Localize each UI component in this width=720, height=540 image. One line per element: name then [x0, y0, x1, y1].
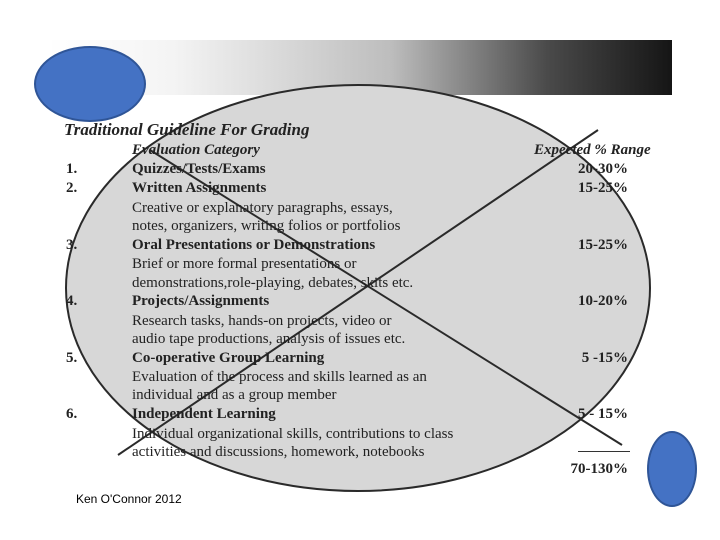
row-description: demonstrations,role-playing, debates, skits etc.: [132, 275, 414, 291]
row-number: 4.: [66, 293, 78, 309]
column-header-category: Evaluation Category: [132, 142, 260, 158]
row-category: Projects/Assignments: [132, 293, 270, 309]
row-category: Independent Learning: [132, 406, 276, 422]
row-range: 15-25%: [578, 180, 628, 196]
row-number: 5.: [66, 350, 78, 366]
row-category: Quizzes/Tests/Exams: [132, 161, 266, 177]
row-range: 15-25%: [578, 237, 628, 253]
row-description: Evaluation of the process and skills learned as an: [132, 369, 427, 385]
row-range: 20-30%: [578, 161, 628, 177]
row-number: 6.: [66, 406, 78, 422]
row-description: Individual organizational skills, contributions to class: [132, 426, 454, 442]
row-description: notes, organizers, writing folios or portfolios: [132, 218, 401, 234]
row-number: 3.: [66, 237, 78, 253]
row-range: 5 - 15%: [578, 406, 628, 422]
row-description: individual and as a group member: [132, 387, 337, 403]
row-description: audio tape productions, analysis of issues etc.: [132, 331, 406, 347]
total-divider: [578, 451, 630, 452]
row-number: 2.: [66, 180, 78, 196]
slide-title: Traditional Guideline For Grading: [64, 120, 310, 139]
row-description: Brief or more formal presentations or: [132, 256, 357, 272]
blue-circle-top-left: [34, 46, 146, 122]
row-category: Written Assignments: [132, 180, 267, 196]
column-header-range: Expected % Range: [534, 142, 651, 158]
row-category: Oral Presentations or Demonstrations: [132, 237, 376, 253]
row-category: Co-operative Group Learning: [132, 350, 325, 366]
row-range: 5 -15%: [581, 350, 628, 366]
total-range: 70-130%: [570, 461, 628, 477]
row-range: 10-20%: [578, 293, 628, 309]
row-description: Creative or explanatory paragraphs, essays,: [132, 200, 393, 216]
row-description: activities and discussions, homework, notebooks: [132, 444, 425, 460]
row-number: 1.: [66, 161, 78, 177]
row-description: Research tasks, hands-on projects, video or: [132, 313, 392, 329]
footer-credit: Ken O'Connor 2012: [76, 492, 182, 506]
blue-circle-bottom-right: [647, 431, 697, 507]
